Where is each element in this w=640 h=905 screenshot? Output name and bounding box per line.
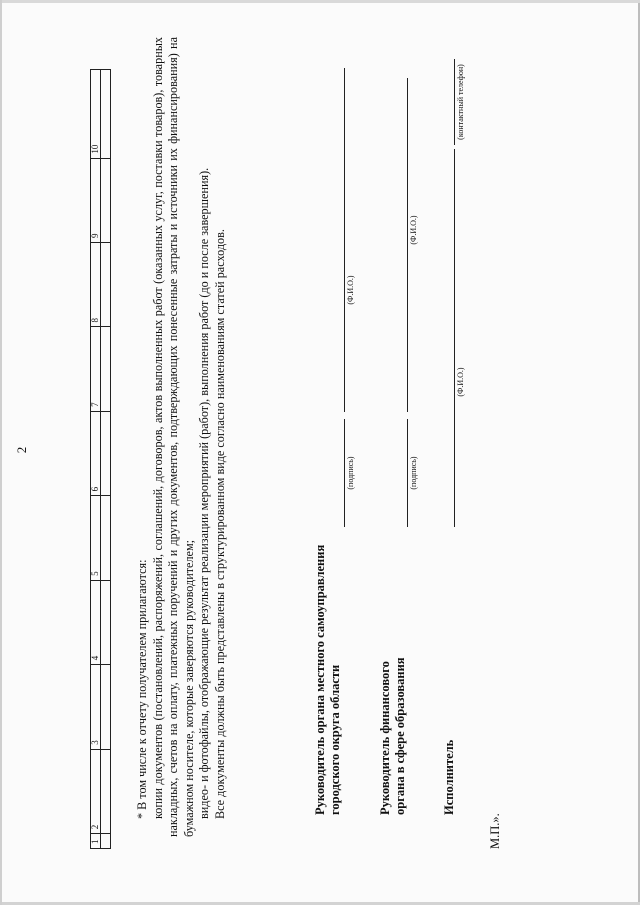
table-cell — [101, 243, 111, 327]
table-cell: 10 — [91, 70, 101, 159]
table-cell: 3 — [91, 665, 101, 749]
table-cell: 4 — [91, 580, 101, 664]
table-cell — [101, 496, 111, 580]
executor-name-caption: (Ф.И.О.) — [456, 367, 465, 397]
stamp-mark: М.П.». — [488, 813, 502, 849]
finance-signatory-label — [378, 657, 408, 815]
executor-phone-caption: (контактный телефон) — [456, 64, 465, 140]
executor-name-line — [454, 149, 455, 527]
head-signature-caption: (подпись) — [346, 456, 355, 490]
table-cell: 8 — [91, 243, 101, 327]
finance-name-line — [407, 78, 408, 412]
note-paragraph-2: видео- и фотофайлы, отображающие результат реализации мероприятий (работ), выполнения работ (до и после завершения). — [197, 167, 211, 819]
table-cell — [101, 158, 111, 242]
executor-phone-line — [454, 59, 455, 145]
head-label-line-2: городского округа области — [328, 664, 342, 815]
finance-name-caption: (Ф.И.О.) — [409, 215, 418, 245]
column-numbers-table — [90, 69, 111, 849]
table-cell: 1 — [91, 834, 101, 849]
finance-signature-caption: (подпись) — [409, 456, 418, 490]
finance-label-line-1: Руководитель финансового — [378, 661, 392, 815]
finance-signature-line — [407, 419, 408, 527]
table-cell: 2 — [91, 749, 101, 833]
table-cell — [101, 327, 111, 411]
head-label-line-1: Руководитель органа местного самоуправления — [313, 544, 327, 815]
rotated-content — [2, 0, 640, 905]
finance-label-line-2: органа в сфере образования — [393, 657, 407, 815]
table-cell — [101, 665, 111, 749]
note-block — [135, 37, 228, 837]
note-paragraph-3: Все документы должны быть представлены в структурированном виде согласно наименованиям статей расходов. — [212, 229, 227, 819]
table-header-row — [91, 70, 101, 849]
table-cell — [101, 70, 111, 159]
executor-label: Исполнитель — [442, 739, 456, 815]
table-cell — [101, 749, 111, 833]
head-signatory-label — [313, 545, 343, 815]
table-cell: 5 — [91, 496, 101, 580]
table-row — [101, 70, 111, 849]
head-name-caption: (Ф.И.О.) — [346, 275, 355, 305]
head-signature-line — [344, 419, 345, 527]
page-number: 2 — [14, 446, 29, 454]
note-paragraph-1: копии документов (постановлений, распоряжений, соглашений, договоров, актов выполненных работ (оказанных услуг, поставки товаров), товарных накладных, счетов на оплату, платежных поручений и других документов, подтверждающих понесенные затраты и источники их финансирования) на бумажном носителе, которые заверяются руководителем; — [150, 37, 196, 837]
table-cell — [101, 580, 111, 664]
table-cell — [101, 411, 111, 495]
table-cell: 7 — [91, 327, 101, 411]
table-cell: 9 — [91, 158, 101, 242]
table-cell: 6 — [91, 411, 101, 495]
table-cell — [101, 834, 111, 849]
note-heading: * В том числе к отчету получателем прилагаются: — [135, 559, 149, 819]
head-name-line — [344, 68, 345, 412]
